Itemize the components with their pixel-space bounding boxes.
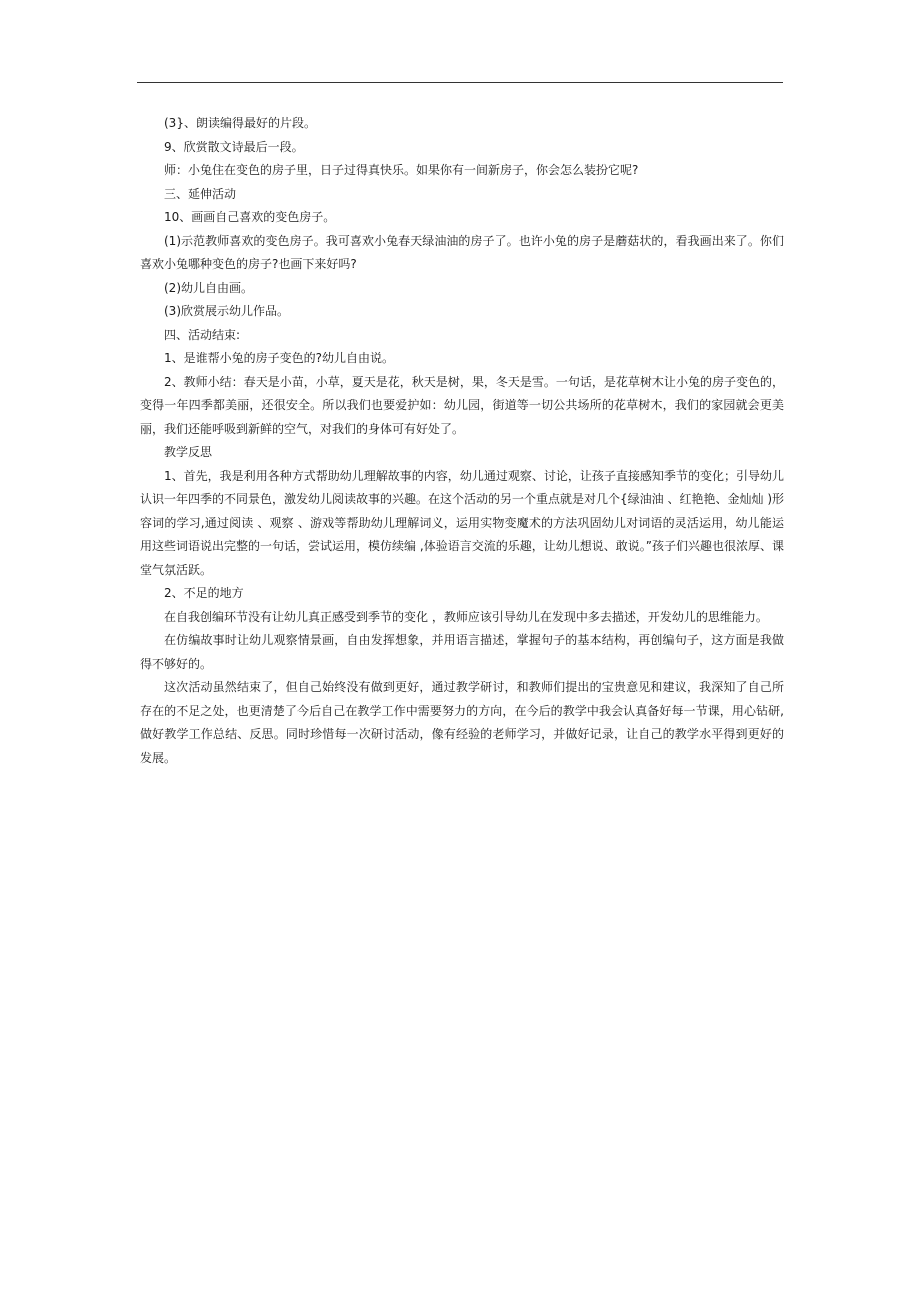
- document-body: [140, 112, 784, 770]
- paragraph-shortcoming-2: 在仿编故事时让幼儿观察情景画，自由发挥想象，并用语言描述，掌握句子的基本结构，再创编句子，这方面是我做得不够好的。: [140, 633, 784, 671]
- paragraph-teacher-summary: 2、教师小结：春天是小苗，小草，夏天是花，秋天是树，果，冬天是雪。一句话，是花草树木让小兔的房子变色的，变得一年四季都美丽，还很安全。所以我们也要爱护如：幼儿园，街道等一切公共场所的花草树木，我们的家园就会更美丽，我们还能呼吸到新鲜的空气，对我们的身体可有好处了。: [140, 374, 784, 436]
- paragraph-shortcoming-1: 在自我创编环节没有让幼儿真正感受到季节的变化 ，教师应该引导幼儿在发现中多去描述，开发幼儿的思维能力。: [164, 609, 768, 624]
- paragraph-teacher-question: 师：小兔住在变色的房子里，日子过得真快乐。如果你有一间新房子，你会怎么装扮它呢?: [164, 163, 639, 177]
- section-heading-shortcomings: 2、不足的地方: [164, 586, 244, 600]
- header-rule: [137, 82, 783, 83]
- section-heading-reflection: 教学反思: [164, 445, 213, 459]
- paragraph-show-works: (3)欣赏展示幼儿作品。: [164, 304, 289, 318]
- section-heading-ending: 四、活动结束:: [164, 327, 241, 342]
- paragraph-step-3: (3}、朗读编得最好的片段。: [164, 116, 316, 130]
- paragraph-free-drawing: (2)幼儿自由画。: [164, 280, 253, 295]
- section-heading-extension: 三、延伸活动: [164, 186, 237, 201]
- paragraph-step-10: 10、画画自己喜欢的变色房子。: [164, 210, 336, 224]
- paragraph-conclusion: 这次活动虽然结束了，但自己始终没有做到更好，通过教学研讨，和教师们提出的宝贵意见和建议，我深知了自己所存在的不足之处，也更清楚了今后自己在教学工作中需要努力的方向，在今后的教学中我会认真备好每一节课，用心钻研,做好教学工作总结、反思。同时珍惜每一次研讨活动，像有经验的老师学习，并做好记录，让自己的教学水平得到更好的发展。: [140, 680, 784, 765]
- paragraph-demo-house: (1)示范教师喜欢的变色房子。我可喜欢小兔春天绿油油的房子了。也许小兔的房子是蘑菇状的，看我画出来了。你们喜欢小兔哪种变色的房子?也画下来好吗?: [140, 233, 784, 271]
- paragraph-who-helped: 1、是谁帮小兔的房子变色的?幼儿自由说。: [164, 351, 395, 365]
- paragraph-step-9: 9、欣赏散文诗最后一段。: [164, 139, 304, 154]
- paragraph-reflection-first: 1、首先，我是利用各种方式帮助幼儿理解故事的内容，幼儿通过观察、讨论，让孩子直接感知季节的变化；引导幼儿认识一年四季的不同景色，激发幼儿阅读故事的兴趣。在这个活动的另一个重点就是对几个{绿油油 、红艳艳、金灿灿 )形容词的学习,通过阅读 、观察 、游戏等帮助幼儿理解词义，运用实物变魔术的方法巩固幼儿对词语的灵活运用，幼儿能运用这些词语说出完整的一句话，尝试运用，模仿续编 ,体验语言交流的乐趣，让幼儿想说、敢说。”孩子们兴趣也很浓厚、课堂气氛活跃。: [140, 468, 784, 577]
